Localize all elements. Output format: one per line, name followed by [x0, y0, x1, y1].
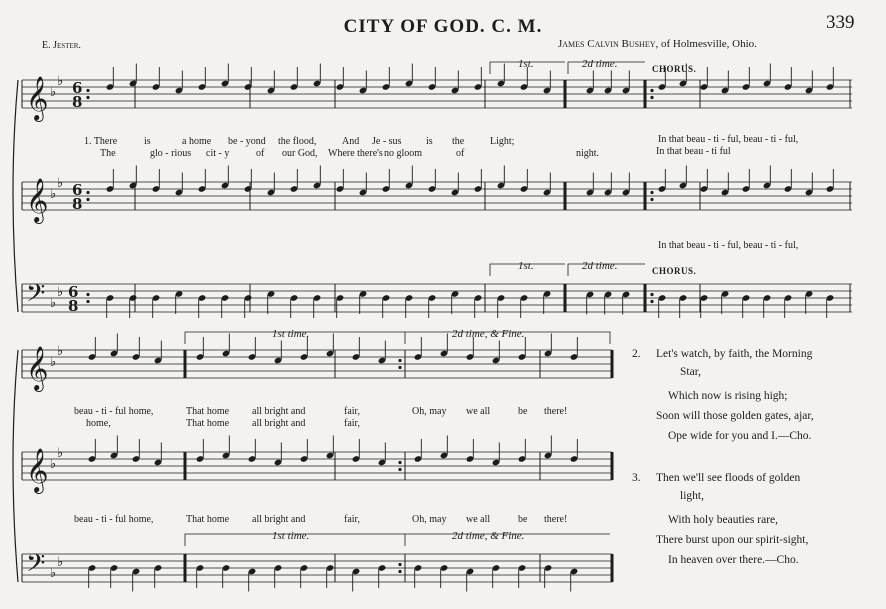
- lyric-syllable: beau - ti - ful home,: [74, 406, 154, 417]
- verse-line: With holy beauties rare,: [668, 514, 779, 526]
- lyric-syllable: glo - rious: [150, 148, 192, 159]
- lyric-syllable: the flood,: [278, 136, 317, 147]
- time-signature-bottom: 8: [68, 297, 79, 315]
- flat-sign-icon: ♭: [57, 176, 64, 191]
- verse-line: Soon will those golden gates, ajar,: [656, 410, 814, 422]
- lyric-syllable: And: [342, 136, 360, 147]
- lyric-syllable: cit - y: [206, 148, 230, 159]
- flat-sign-icon: ♭: [50, 187, 57, 202]
- chorus-mark-bass: CHORUS.: [652, 266, 697, 276]
- lyric-syllable: Light;: [490, 136, 515, 147]
- lyric-syllable: there!: [544, 406, 568, 417]
- flat-sign-icon: ♭: [57, 285, 64, 300]
- first-time-mark-bass: 1st time.: [272, 530, 310, 542]
- lyric-syllable: home,: [86, 418, 111, 429]
- flat-sign-icon: ♭: [57, 555, 64, 570]
- lyric-syllable: 1. There: [84, 136, 118, 147]
- repeat-dot: [86, 191, 89, 194]
- chorus-lyric-line: In that beau - ti - ful, beau - ti - ful,: [658, 134, 799, 145]
- repeat-dot: [650, 198, 653, 201]
- lyric-syllable: night.: [576, 148, 600, 159]
- chorus-mark: CHORUS.: [652, 64, 697, 74]
- second-ending-mark-bass: 2d time.: [582, 260, 618, 272]
- repeat-dot: [86, 198, 89, 201]
- bass-clef-icon: 𝄢: [26, 279, 46, 314]
- lyric-syllable: all bright and: [252, 514, 306, 525]
- verse-line: There burst upon our spirit-sight,: [656, 534, 809, 546]
- verse-line: light,: [680, 490, 704, 502]
- lyric-syllable: there!: [544, 514, 568, 525]
- composer-credit: E. Jester.: [42, 40, 81, 51]
- treble-clef-icon: 𝄞: [26, 346, 49, 390]
- repeat-dot: [650, 300, 653, 303]
- lyric-syllable: The: [100, 148, 116, 159]
- flat-sign-icon: ♭: [50, 296, 57, 311]
- lyric-syllable: of: [456, 148, 465, 159]
- time-signature-bottom: 8: [72, 195, 83, 213]
- bass-clef-icon: 𝄢: [26, 549, 46, 584]
- flat-sign-icon: ♭: [50, 566, 57, 581]
- verse-line: Which now is rising high;: [668, 390, 788, 402]
- lyric-syllable: That home: [186, 418, 230, 429]
- repeat-dot: [398, 570, 401, 573]
- repeat-dot: [650, 293, 653, 296]
- lyric-syllable: a home: [182, 136, 212, 147]
- flat-sign-icon: ♭: [57, 446, 64, 461]
- time-signature-top: 6: [72, 79, 83, 97]
- repeat-dot: [398, 359, 401, 362]
- verse-line: Ope wide for you and I.—Cho.: [668, 430, 812, 442]
- verse-line: Star,: [680, 366, 701, 378]
- first-ending-mark-bass: 1st.: [518, 260, 534, 272]
- lyric-syllable: is: [426, 136, 433, 147]
- lyric-syllable: Oh, may: [412, 406, 447, 417]
- lyricist-name: James Calvin Bushey: [558, 38, 656, 50]
- lyric-syllable: be: [518, 514, 528, 525]
- repeat-dot: [650, 96, 653, 99]
- lyric-syllable: is: [144, 136, 151, 147]
- repeat-dot: [86, 300, 89, 303]
- second-time-fine-mark-bass: 2d time, & Fine.: [452, 530, 525, 542]
- treble-clef-icon: 𝄞: [26, 448, 49, 492]
- repeat-dot: [86, 89, 89, 92]
- chorus-lyric-line: In that beau - ti ful: [656, 146, 731, 157]
- flat-sign-icon: ♭: [57, 344, 64, 359]
- repeat-dot: [398, 461, 401, 464]
- lyric-syllable: no gloom: [384, 148, 423, 159]
- repeat-dot: [398, 468, 401, 471]
- flat-sign-icon: ♭: [57, 74, 64, 89]
- verse-number: 3.: [632, 472, 641, 484]
- verse-line: Then we'll see floods of golden: [656, 472, 801, 484]
- lyric-syllable: we all: [466, 514, 491, 525]
- flat-sign-icon: ♭: [50, 457, 57, 472]
- treble-clef-icon: 𝄞: [26, 178, 49, 222]
- lyric-syllable: all bright and: [252, 406, 306, 417]
- page-number: 339: [826, 12, 855, 33]
- repeat-dot: [398, 563, 401, 566]
- second-time-fine-mark: 2d time, & Fine.: [452, 328, 525, 340]
- lyric-syllable: all bright and: [252, 418, 306, 429]
- repeat-dot: [86, 293, 89, 296]
- lyric-syllable: fair,: [344, 406, 360, 417]
- first-time-mark: 1st time.: [272, 328, 310, 340]
- time-signature-top: 6: [68, 283, 79, 301]
- repeat-dot: [650, 191, 653, 194]
- repeat-dot: [650, 89, 653, 92]
- flat-sign-icon: ♭: [50, 85, 57, 100]
- flat-sign-icon: ♭: [50, 355, 57, 370]
- lyric-syllable: be: [518, 406, 528, 417]
- verse-line: Let's watch, by faith, the Morning: [656, 348, 813, 360]
- time-signature-top: 6: [72, 181, 83, 199]
- hymn-title: CITY OF GOD. C. M.: [343, 16, 543, 37]
- verse-line: In heaven over there.—Cho.: [668, 554, 799, 566]
- lyric-syllable: the: [452, 136, 465, 147]
- lyric-syllable: That home: [186, 406, 230, 417]
- lyric-syllable: Je - sus: [372, 136, 402, 147]
- treble-clef-icon: 𝄞: [26, 76, 49, 120]
- repeat-dot: [86, 96, 89, 99]
- lyricist-place: , of Holmesville, Ohio.: [655, 38, 757, 50]
- lyric-syllable: be - yond: [228, 136, 266, 147]
- repeat-dot: [398, 366, 401, 369]
- lyric-syllable: That home: [186, 514, 230, 525]
- time-signature-bottom: 8: [72, 93, 83, 111]
- lyric-syllable: beau - ti - ful home,: [74, 514, 154, 525]
- lyric-syllable: our God,: [282, 148, 318, 159]
- system-brace: [13, 80, 18, 312]
- chorus-lyric-line: In that beau - ti - ful, beau - ti - ful,: [658, 240, 799, 251]
- verse-number: 2.: [632, 348, 641, 360]
- lyric-syllable: we all: [466, 406, 491, 417]
- lyric-syllable: Where there's: [328, 148, 383, 159]
- first-ending-mark: 1st.: [518, 58, 534, 70]
- lyric-syllable: of: [256, 148, 265, 159]
- lyric-syllable: Oh, may: [412, 514, 447, 525]
- lyric-syllable: fair,: [344, 514, 360, 525]
- system-brace: [13, 350, 18, 582]
- second-ending-mark: 2d time.: [582, 58, 618, 70]
- lyric-syllable: fair,: [344, 418, 360, 429]
